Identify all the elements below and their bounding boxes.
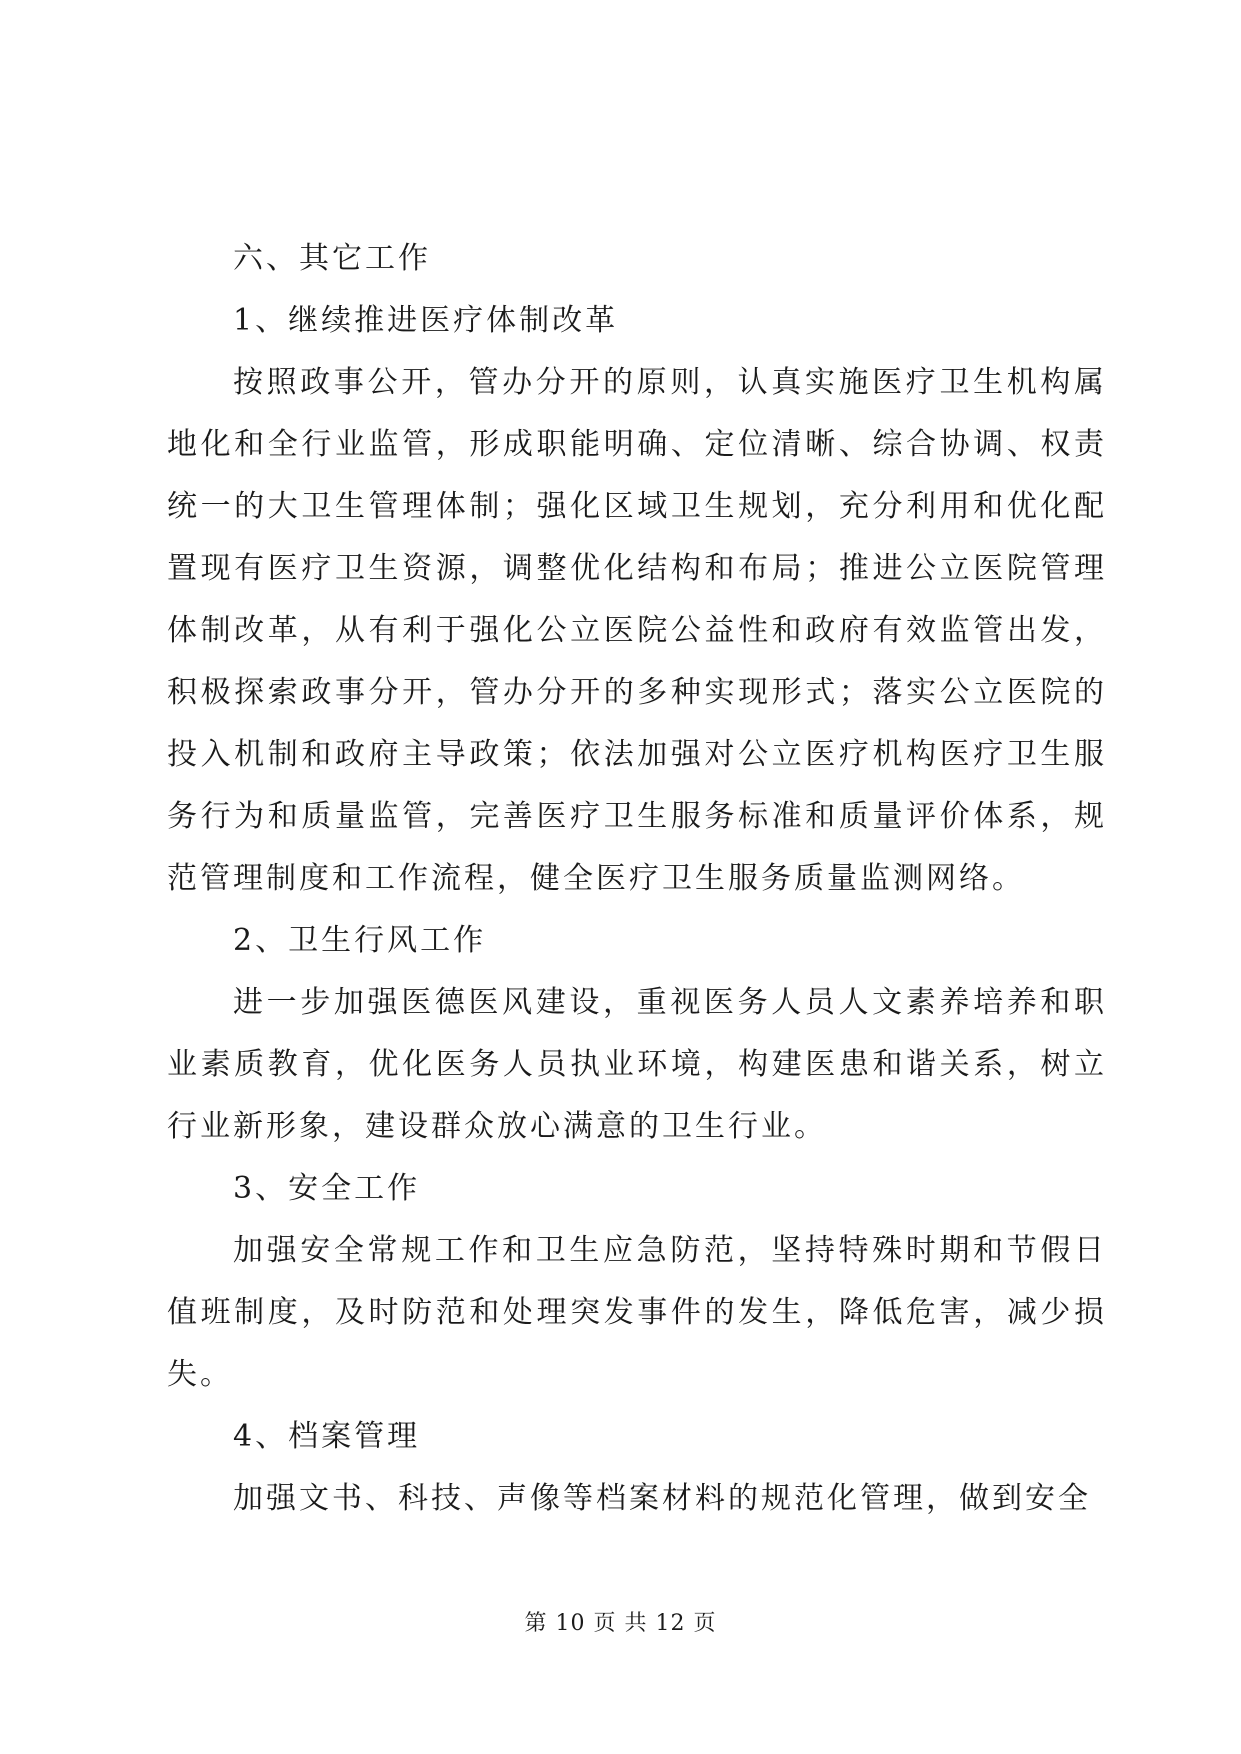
subsection-heading: 4、档案管理: [233, 1419, 421, 1454]
body-paragraph: 按照政事公开，管办分开的原则，认真实施医疗卫生机构属地化和全行业监管，形成职能明确、定位清晰、综合协调、权责统一的大卫生管理体制；强化区域卫生规划，充分利用和优化配置现有医疗卫生资源，调整优化结构和布局；推进公立医院管理体制改革，从有利于强化公立医院公益性和政府有效监管出发，积极探索政事分开，管办分开的多种实现形式；落实公立医院的投入机制和政府主导政策；依法加强对公立医疗机构医疗卫生服务行为和质量监管，完善医疗卫生服务标准和质量评价体系，规范管理制度和工作流程，健全医疗卫生服务质量监测网络。: [167, 365, 1107, 896]
section-heading: 六、其它工作: [233, 241, 431, 276]
subsection-heading: 1、继续推进医疗体制改革: [233, 303, 619, 338]
subsection-heading: 3、安全工作: [233, 1171, 421, 1206]
body-paragraph: 加强文书、科技、声像等档案材料的规范化管理，做到安全: [233, 1481, 1091, 1516]
body-paragraph: 进一步加强医德医风建设，重视医务人员人文素养培养和职业素质教育，优化医务人员执业环境，构建医患和谐关系，树立行业新形象，建设群众放心满意的卫生行业。: [167, 985, 1107, 1144]
document-body: [167, 228, 1107, 1530]
subsection-heading: 2、卫生行风工作: [233, 923, 487, 958]
body-paragraph: 加强安全常规工作和卫生应急防范，坚持特殊时期和节假日值班制度，及时防范和处理突发事件的发生，降低危害，减少损失。: [167, 1233, 1107, 1392]
page-footer: 第 10 页 共 12 页: [524, 1611, 717, 1636]
